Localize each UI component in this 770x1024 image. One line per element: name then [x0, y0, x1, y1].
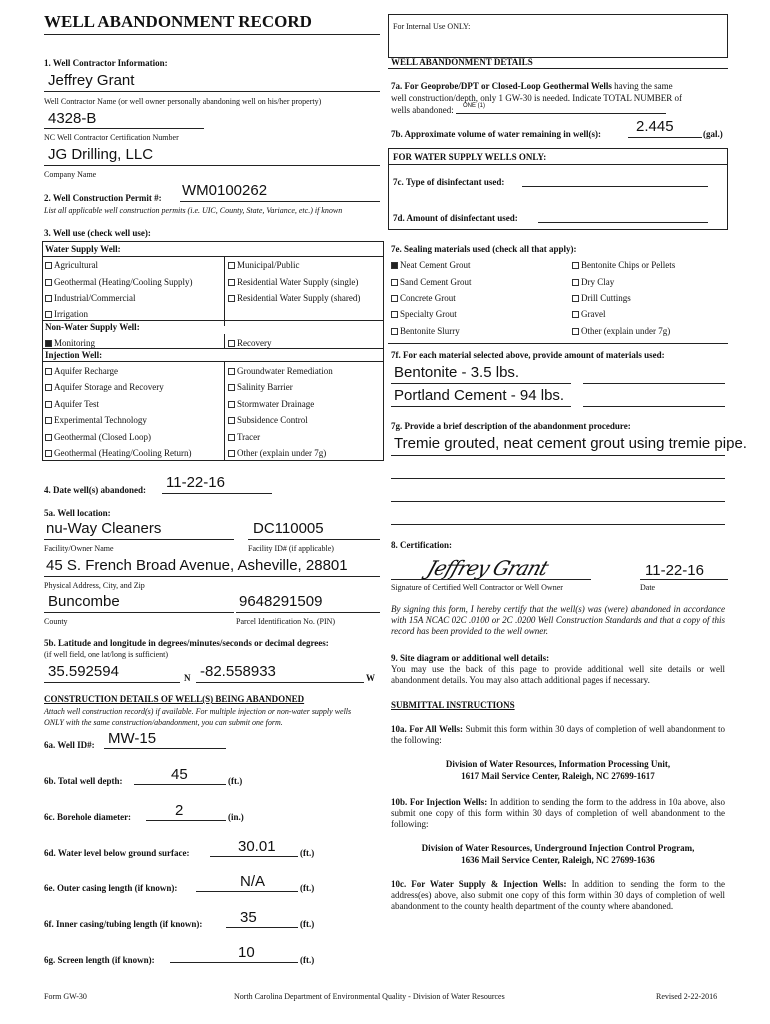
inj-right-label: Subsidence Control	[237, 415, 308, 425]
ws-right-0[interactable]	[228, 260, 300, 270]
permit-line	[180, 201, 380, 202]
checkbox-aquifer-storage[interactable]	[45, 384, 52, 391]
checkbox-residential-single[interactable]	[228, 279, 235, 286]
footer-form: Form GW-30	[44, 992, 87, 1001]
checkbox-monitoring[interactable]	[45, 340, 52, 347]
s7f-rule	[388, 343, 728, 344]
s7e-left-3[interactable]	[391, 309, 457, 319]
address-label: Physical Address, City, and Zip	[44, 581, 145, 590]
latitude-n: N	[184, 673, 191, 683]
facility-value[interactable]: nu-Way Cleaners	[46, 520, 162, 537]
s7e-label: Specialty Grout	[400, 309, 457, 319]
checkbox-concrete-grout[interactable]	[391, 295, 398, 302]
county-line	[44, 612, 234, 613]
cert-number-line	[44, 128, 204, 129]
footer-agency: North Carolina Department of Environmental Quality - Division of Water Resources	[234, 992, 505, 1001]
s7g-line-1	[391, 455, 725, 456]
county-value[interactable]: Buncombe	[48, 593, 120, 610]
s7e-label: Neat Cement Grout	[400, 260, 471, 270]
s7e-heading: 7e. Sealing materials used (check all that apply):	[391, 244, 577, 254]
facility-id-label: Facility ID# (if applicable)	[248, 544, 334, 553]
s7e-left-0[interactable]	[391, 260, 470, 270]
contractor-name-label: Well Contractor Name (or well owner personally abandoning well on his/her property)	[44, 97, 322, 106]
ws-right-label: Residential Water Supply (single)	[237, 277, 359, 287]
checkbox-geothermal-supply[interactable]	[45, 279, 52, 286]
checkbox-drill-cuttings[interactable]	[572, 295, 579, 302]
s7e-right-3[interactable]	[572, 309, 606, 319]
checkbox-municipal[interactable]	[228, 262, 235, 269]
inner-label: 6f. Inner casing/tubing length (if known):	[44, 919, 203, 929]
inj-left-4[interactable]	[45, 432, 151, 442]
contractor-name-line	[44, 91, 380, 92]
water-level-line	[210, 856, 298, 857]
s7e-left-4[interactable]	[391, 326, 460, 336]
longitude-w: W	[366, 673, 375, 683]
address-1	[391, 758, 725, 782]
casing-unit: (ft.)	[300, 883, 315, 893]
s7g-line-3[interactable]	[391, 501, 725, 502]
s7e-label: Dry Clay	[581, 277, 615, 287]
facility-id-line	[248, 539, 380, 540]
ws-right-2[interactable]	[228, 293, 360, 303]
ws-left-2[interactable]	[45, 293, 135, 303]
ws-left-1[interactable]	[45, 277, 192, 287]
ws-right-label: Municipal/Public	[237, 260, 300, 270]
injection-heading: Injection Well:	[45, 350, 103, 360]
longitude-value[interactable]: -82.558933	[200, 663, 276, 680]
well-use-divider-3	[224, 362, 225, 461]
permit-value[interactable]: WM0100262	[182, 182, 268, 199]
casing-line	[196, 891, 298, 892]
cert-date-label: Date	[640, 583, 656, 592]
checkbox-sand-cement[interactable]	[391, 279, 398, 286]
inj-left-5[interactable]	[45, 448, 191, 458]
company-line	[44, 165, 380, 166]
non-water-heading: Non-Water Supply Well:	[45, 322, 140, 332]
water-level-unit: (ft.)	[300, 848, 315, 858]
signature-value[interactable]: Jeffrey Grant	[424, 556, 551, 580]
permit-note: List all applicable well construction permits (i.e. UIC, County, State, Variance, etc.) if known	[44, 206, 343, 215]
s7e-label: Drill Cuttings	[581, 293, 631, 303]
ws-left-0[interactable]	[45, 260, 98, 270]
s7c-label: 7c. Type of disinfectant used:	[393, 177, 505, 187]
injection-line	[42, 348, 384, 349]
borehole-label: 6c. Borehole diameter:	[44, 812, 132, 822]
address-value[interactable]: 45 S. French Broad Avenue, Asheville, 28801	[46, 557, 348, 574]
water-level-label: 6d. Water level below ground surface:	[44, 848, 190, 858]
inj-right-label: Tracer	[237, 432, 261, 442]
borehole-line	[146, 820, 226, 821]
s10b	[391, 797, 725, 830]
s7e-label: Sand Cement Grout	[400, 277, 472, 287]
county-label: County	[44, 617, 68, 626]
address-2	[391, 842, 725, 866]
inj-right-0[interactable]	[228, 366, 333, 376]
latitude-value[interactable]: 35.592594	[48, 663, 119, 680]
inj-right-label: Other (explain under 7g)	[237, 448, 327, 458]
checkbox-other-material[interactable]	[572, 328, 579, 335]
date-abandoned-label: 4. Date well(s) abandoned:	[44, 485, 147, 495]
company-value[interactable]: JG Drilling, LLC	[48, 146, 154, 163]
checkbox-irrigation[interactable]	[45, 311, 52, 318]
s7a-line	[456, 113, 666, 114]
s7a-value[interactable]: ONE (1)	[463, 103, 486, 109]
inner-value[interactable]: 35	[240, 909, 257, 926]
latitude-line	[44, 682, 180, 683]
inner-unit: (ft.)	[300, 919, 315, 929]
s10a-text: Submit this form within 30 days of completion of well abandonment to the following:	[391, 724, 726, 745]
checkbox-dry-clay[interactable]	[572, 279, 579, 286]
date-abandoned-line	[162, 493, 272, 494]
screen-value[interactable]: 10	[238, 944, 255, 961]
s7f-heading: 7f. For each material selected above, provide amount of materials used:	[391, 350, 665, 360]
s7d-label: 7d. Amount of disinfectant used:	[393, 213, 518, 223]
s7c-line[interactable]	[522, 186, 708, 187]
inj-left-label: Aquifer Recharge	[54, 366, 119, 376]
checkbox-subsidence[interactable]	[228, 417, 235, 424]
inj-right-label: Groundwater Remediation	[237, 366, 333, 376]
site-diagram-text: You may use the back of this page to provide additional well site details or well abandonment details. You may also attach additional pages if necessary.	[391, 664, 725, 685]
depth-value[interactable]: 45	[171, 766, 188, 783]
contractor-name-value[interactable]: Jeffrey Grant	[48, 72, 135, 89]
address-line	[44, 576, 380, 577]
address-1-line-1: Division of Water Resources, Information Processing Unit,	[445, 759, 671, 769]
depth-unit: (ft.)	[228, 776, 243, 786]
s7f-value-2[interactable]: Portland Cement - 94 lbs.	[394, 387, 565, 404]
s7f-line-2	[391, 406, 571, 407]
casing-label: 6e. Outer casing length (if known):	[44, 883, 178, 893]
footer-revised: Revised 2-22-2016	[656, 992, 718, 1001]
checkbox-residential-shared[interactable]	[228, 295, 235, 302]
water-level-value[interactable]: 30.01	[238, 838, 276, 855]
s7b-unit: (gal.)	[703, 129, 723, 139]
s7a-bold: 7a. For Geoprobe/DPT or Closed-Loop Geothermal Wells	[391, 81, 612, 91]
company-label: Company Name	[44, 170, 97, 179]
well-id-value[interactable]: MW-15	[108, 730, 157, 747]
s10a-label: 10a. For All Wells:	[391, 724, 464, 734]
checkbox-aquifer-recharge[interactable]	[45, 368, 52, 375]
s7g-value[interactable]: Tremie grouted, neat cement grout using tremie pipe.	[394, 435, 747, 452]
s7f-value-1[interactable]: Bentonite - 3.5 lbs.	[394, 364, 520, 381]
checkbox-tracer[interactable]	[228, 434, 235, 441]
s7f-line-1	[391, 383, 571, 384]
submittal-heading: SUBMITTAL INSTRUCTIONS	[391, 700, 515, 710]
address-2-line-1: Division of Water Resources, Underground Injection Control Program,	[421, 843, 695, 853]
checkbox-other-injection[interactable]	[228, 450, 235, 457]
inj-left-label: Aquifer Test	[54, 399, 99, 409]
cert-number-value[interactable]: 4328-B	[48, 110, 97, 127]
s7f-line-2b[interactable]	[583, 406, 725, 407]
checkbox-aquifer-test[interactable]	[45, 401, 52, 408]
s7e-right-2[interactable]	[572, 293, 631, 303]
s10c-label: 10c. For Water Supply & Injection Wells:	[391, 879, 567, 889]
checkbox-experimental[interactable]	[45, 417, 52, 424]
depth-line	[134, 784, 226, 785]
checkbox-specialty-grout[interactable]	[391, 311, 398, 318]
s7g-line-2[interactable]	[391, 478, 725, 479]
internal-use-box	[388, 14, 728, 58]
checkbox-bentonite-slurry[interactable]	[391, 328, 398, 335]
address-2-line-2: 1636 Mail Service Center, Raleigh, NC 27699-1636	[461, 855, 655, 865]
ws-left-3[interactable]	[45, 309, 88, 319]
checkbox-industrial[interactable]	[45, 295, 52, 302]
s7e-left-2[interactable]	[391, 293, 456, 303]
ws-left-label: Industrial/Commercial	[54, 293, 136, 303]
permit-label: 2. Well Construction Permit #:	[44, 193, 162, 203]
ws-left-label: Agricultural	[54, 260, 98, 270]
date-abandoned-value[interactable]: 11-22-16	[166, 474, 225, 491]
address-1-line-2: 1617 Mail Service Center, Raleigh, NC 27699-1617	[461, 771, 655, 781]
ws-right-label: Residential Water Supply (shared)	[237, 293, 361, 303]
well-id-label: 6a. Well ID#:	[44, 740, 95, 750]
inj-right-label: Stormwater Drainage	[237, 399, 315, 409]
pin-label: Parcel Identification No. (PIN)	[236, 617, 336, 626]
nw-1[interactable]	[228, 338, 271, 348]
cert-number-label: NC Well Contractor Certification Number	[44, 133, 179, 142]
inj-left-label: Aquifer Storage and Recovery	[54, 382, 164, 392]
signature-line	[391, 579, 591, 580]
s7b-line	[628, 137, 702, 138]
cert-statement: By signing this form, I hereby certify that the well(s) was (were) abandoned in accordance with 15A NCAC 02C .0100 or 2C .0200 Well Construction Standards and that a copy of this record has been provided to the well owner.	[391, 604, 725, 636]
internal-use-label: For Internal Use ONLY:	[393, 22, 471, 31]
s7e-label: Gravel	[581, 309, 606, 319]
casing-value[interactable]: N/A	[240, 873, 266, 890]
inj-right-1[interactable]	[228, 382, 293, 392]
checkbox-gravel[interactable]	[572, 311, 579, 318]
ws-left-label: Geothermal (Heating/Cooling Supply)	[54, 277, 193, 287]
construction-note-2: ONLY with the same construction/abandonment, you can submit one form.	[44, 718, 283, 727]
inner-line	[226, 927, 298, 928]
s7a-line2: well construction/depth, only 1 GW-30 is needed. Indicate TOTAL NUMBER of	[391, 93, 683, 103]
inj-left-3[interactable]	[45, 415, 147, 425]
s10c	[391, 879, 725, 912]
inj-left-0[interactable]	[45, 366, 118, 376]
screen-label: 6g. Screen length (if known):	[44, 955, 155, 965]
nw-0[interactable]	[45, 338, 95, 348]
s5a-heading: 5a. Well location:	[44, 508, 111, 518]
s7b-value[interactable]: 2.445	[636, 118, 674, 135]
well-use-divider	[224, 256, 225, 326]
facility-id-value[interactable]: DC110005	[253, 520, 324, 537]
signature-label: Signature of Certified Well Contractor or Well Owner	[391, 583, 563, 592]
inj-left-2[interactable]	[45, 399, 99, 409]
cert-date-line	[640, 579, 728, 580]
form-title: WELL ABANDONMENT RECORD	[44, 12, 312, 31]
inj-left-label: Experimental Technology	[54, 415, 147, 425]
nw-label: Monitoring	[54, 338, 96, 348]
s7g-heading: 7g. Provide a brief description of the abandonment procedure:	[391, 421, 631, 431]
cert-heading: 8. Certification:	[391, 540, 452, 550]
latlong-subnote: (if well field, one lat/long is sufficient)	[44, 650, 169, 659]
s7d-line[interactable]	[538, 222, 708, 223]
title-underline	[44, 34, 380, 35]
water-supply-only: FOR WATER SUPPLY WELLS ONLY:	[393, 152, 547, 162]
s7a-rest: having the same	[611, 81, 673, 91]
s7e-label: Other (explain under 7g)	[581, 326, 671, 336]
s7g-line-4[interactable]	[391, 524, 725, 525]
inj-right-2[interactable]	[228, 399, 314, 409]
s7a-line1	[391, 81, 673, 91]
checkbox-stormwater[interactable]	[228, 401, 235, 408]
ws-right-1[interactable]	[228, 277, 358, 287]
s7e-right-1[interactable]	[572, 277, 614, 287]
screen-line	[170, 962, 298, 963]
construction-heading: CONSTRUCTION DETAILS OF WELL(S) BEING ABANDONED	[44, 694, 305, 704]
s7f-line-1b[interactable]	[583, 383, 725, 384]
nonwater-line	[42, 320, 384, 321]
inj-left-label: Geothermal (Heating/Cooling Return)	[54, 448, 192, 458]
s10b-label: 10b. For Injection Wells:	[391, 797, 488, 807]
s10a	[391, 724, 725, 746]
s7e-left-1[interactable]	[391, 277, 472, 287]
s7e-label: Concrete Grout	[400, 293, 456, 303]
pin-line	[236, 612, 380, 613]
checkbox-groundwater-remediation[interactable]	[228, 368, 235, 375]
construction-note-1: Attach well construction record(s) if available. For multiple injection or non-water supply wells	[44, 707, 352, 716]
s7e-right-0[interactable]	[572, 260, 675, 270]
screen-unit: (ft.)	[300, 955, 315, 965]
inj-right-4[interactable]	[228, 432, 260, 442]
injection-line-2	[42, 361, 384, 362]
well-use-divider-2	[224, 334, 225, 348]
details-heading: WELL ABANDONMENT DETAILS	[391, 57, 533, 67]
site-diagram-heading: 9. Site diagram or additional well details:	[391, 653, 550, 663]
s7e-label: Bentonite Slurry	[400, 326, 460, 336]
checkbox-geothermal-return[interactable]	[45, 450, 52, 457]
checkbox-geothermal-closed[interactable]	[45, 434, 52, 441]
longitude-line	[196, 682, 364, 683]
ws-left-label: Irrigation	[54, 309, 88, 319]
details-heading-line	[388, 68, 728, 69]
inj-left-1[interactable]	[45, 382, 164, 392]
water-supply-only-line	[388, 164, 728, 165]
s10c-text: In addition to sending the form to the address(es) above, also submit one copy of this form within 30 days of completion of well abandonment to the county health department of the county where abandoned.	[391, 879, 726, 911]
facility-label: Facility/Owner Name	[44, 544, 114, 553]
s7e-right-4[interactable]	[572, 326, 670, 336]
checkbox-recovery[interactable]	[228, 340, 235, 347]
inj-left-label: Geothermal (Closed Loop)	[54, 432, 151, 442]
pin-value[interactable]: 9648291509	[239, 593, 323, 610]
cert-date-value[interactable]: 11-22-16	[645, 562, 704, 579]
latlong-heading: 5b. Latitude and longitude in degrees/minutes/seconds or decimal degrees:	[44, 638, 329, 648]
checkbox-agricultural[interactable]	[45, 262, 52, 269]
well-id-line	[104, 748, 226, 749]
depth-label: 6b. Total well depth:	[44, 776, 123, 786]
s7a-line3: wells abandoned:	[391, 105, 454, 115]
checkbox-bentonite-chips[interactable]	[572, 262, 579, 269]
s7b-label: 7b. Approximate volume of water remaining in well(s):	[391, 129, 601, 139]
s10b-text: In addition to sending the form to the address in 10a above, also submit one copy of this form within 30 days of completion of well abandonment to the following:	[391, 797, 726, 829]
nw-label: Recovery	[237, 338, 272, 348]
borehole-unit: (in.)	[228, 812, 244, 822]
s7e-label: Bentonite Chips or Pellets	[581, 260, 676, 270]
inj-right-3[interactable]	[228, 415, 308, 425]
borehole-value[interactable]: 2	[175, 802, 184, 819]
checkbox-salinity-barrier[interactable]	[228, 384, 235, 391]
s3-heading: 3. Well use (check well use):	[44, 228, 151, 238]
inj-right-5[interactable]	[228, 448, 326, 458]
ws-row-line	[42, 256, 384, 257]
water-supply-heading: Water Supply Well:	[45, 244, 121, 254]
checkbox-neat-cement[interactable]	[391, 262, 398, 269]
inj-right-label: Salinity Barrier	[237, 382, 293, 392]
s1-heading: 1. Well Contractor Information:	[44, 58, 168, 68]
facility-line	[44, 539, 234, 540]
